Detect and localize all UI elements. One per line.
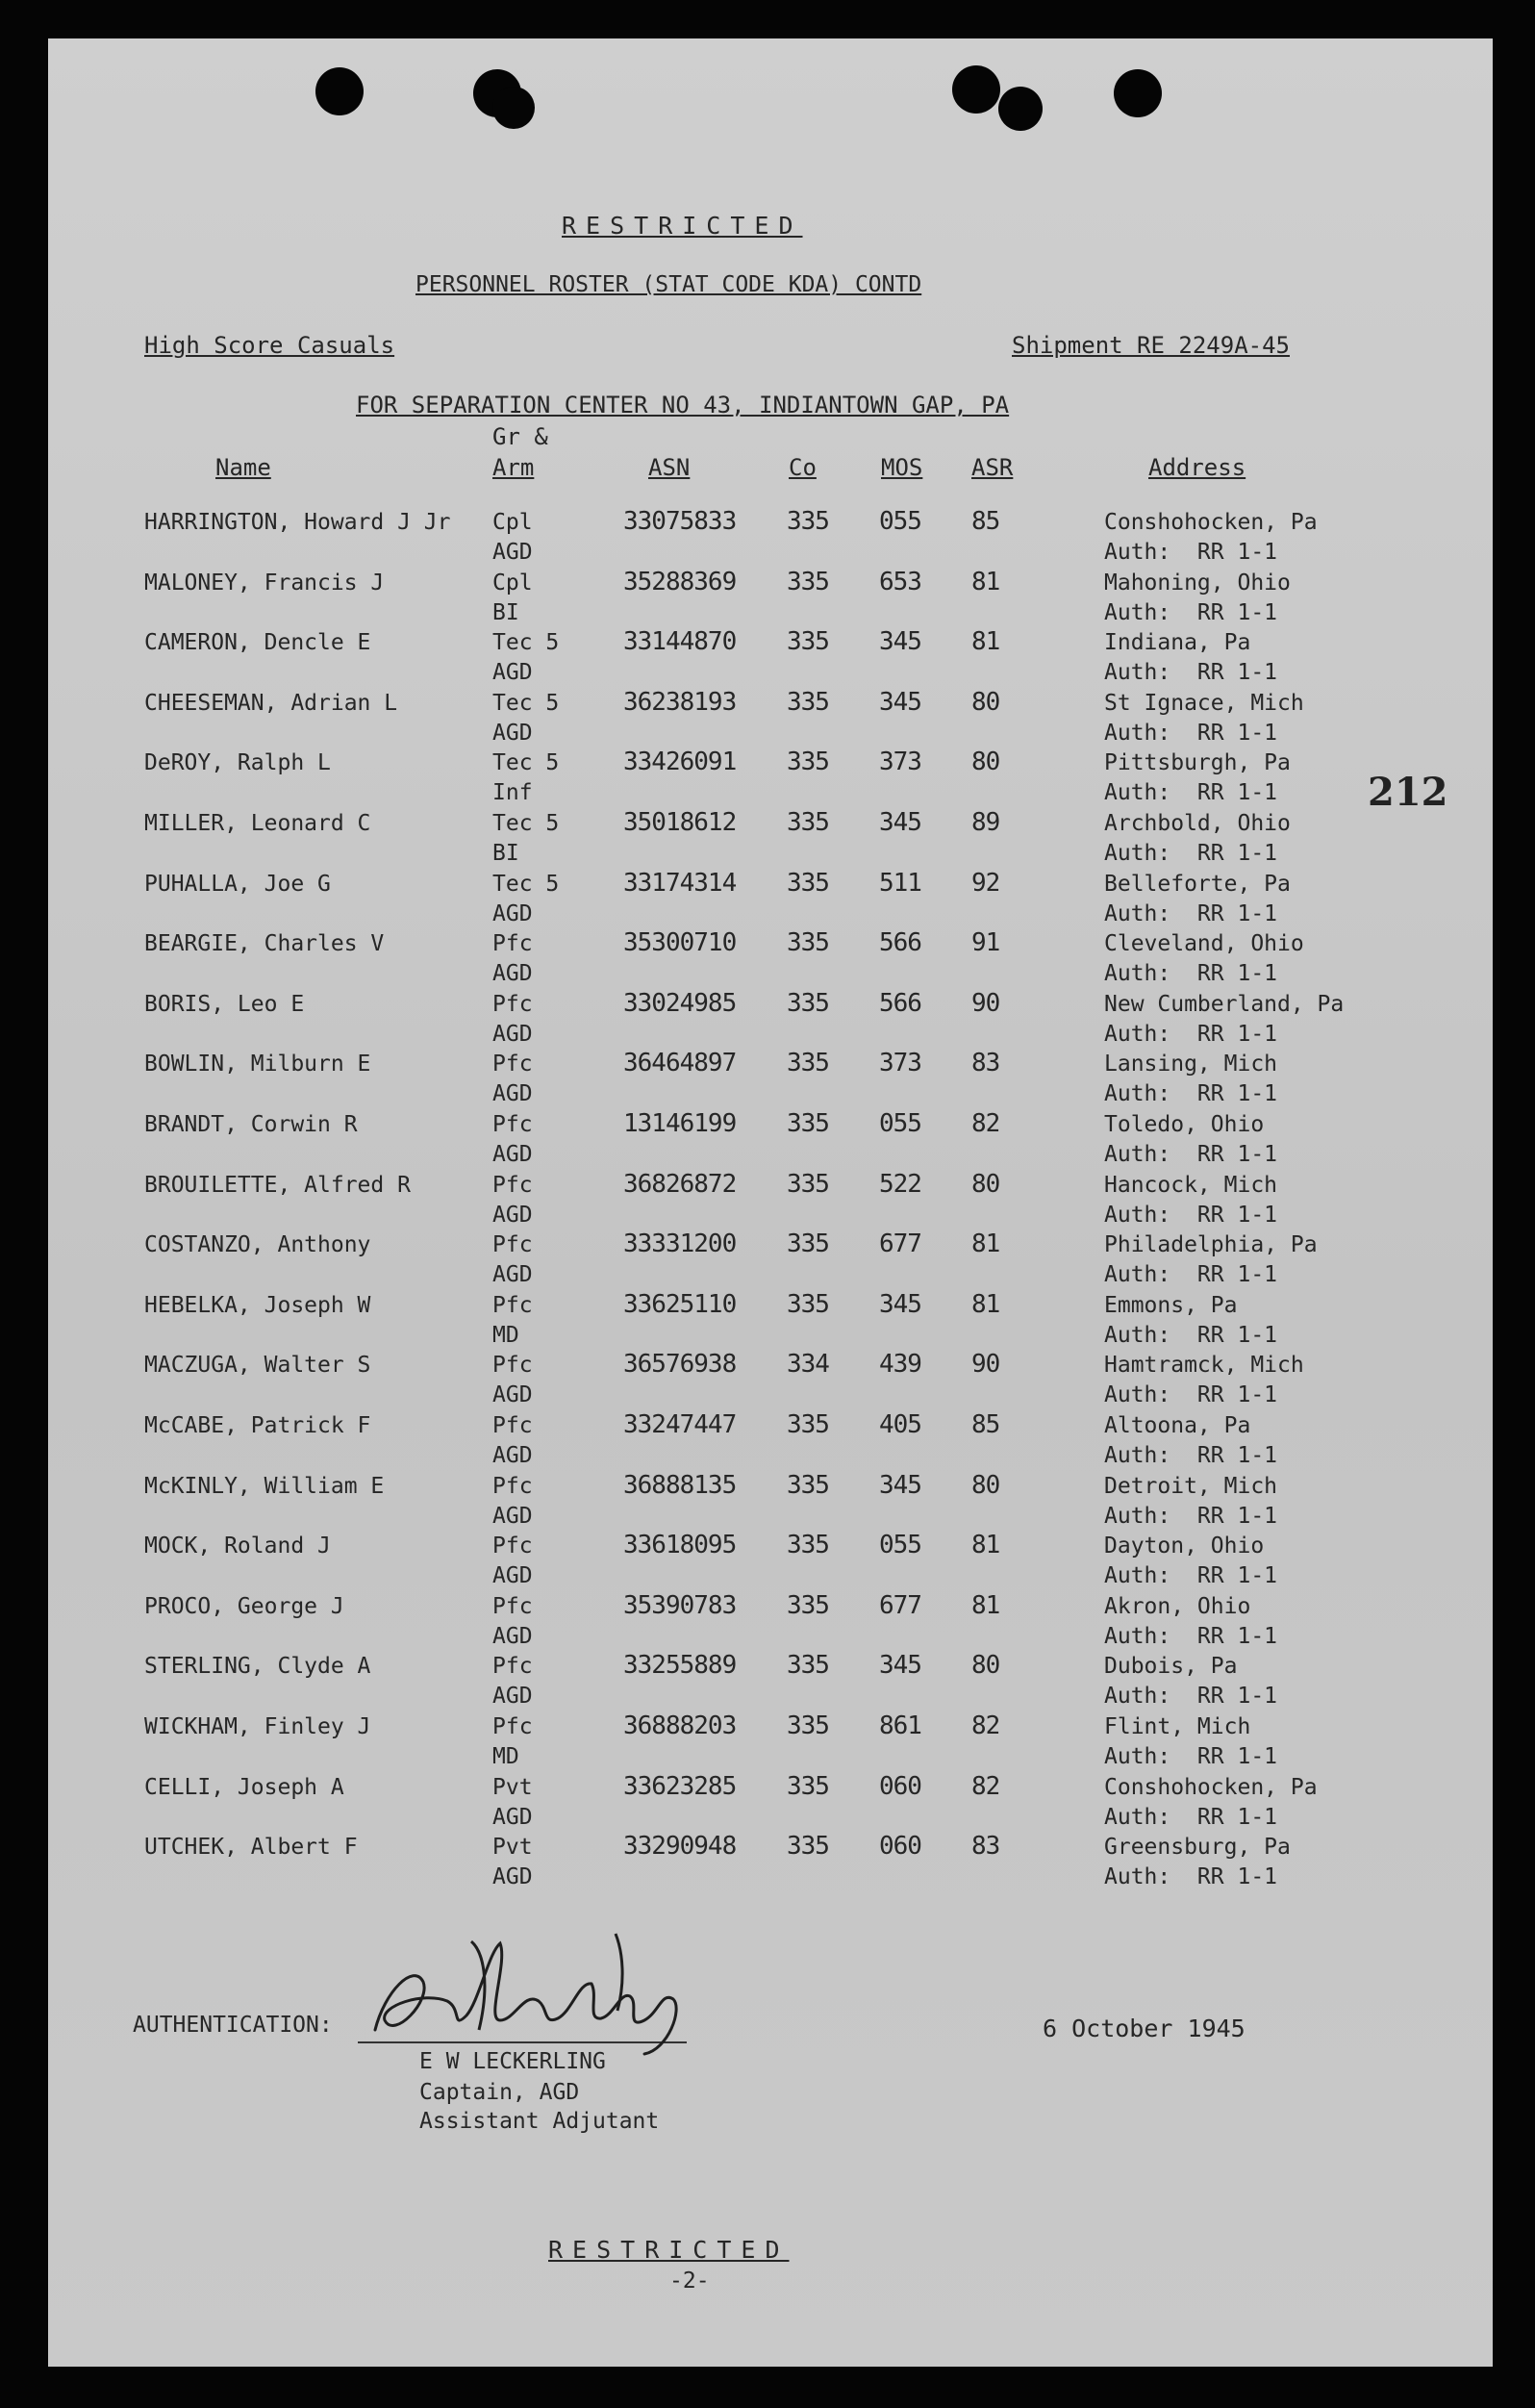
row-name: STERLING, Clyde A <box>144 1654 371 1680</box>
row-co: 335 <box>787 507 829 536</box>
row-name: BEARGIE, Charles V <box>144 931 385 957</box>
row-arm: AGD <box>492 1503 533 1529</box>
row-auth: Auth: RR 1-1 <box>1104 1503 1278 1529</box>
table-row <box>48 1470 1493 1534</box>
table-row <box>48 1531 1493 1593</box>
row-co: 335 <box>787 1410 829 1439</box>
authentication-label: AUTHENTICATION: <box>133 2013 333 2038</box>
row-address: Conshohocken, Pa <box>1104 1774 1318 1800</box>
row-asr: 81 <box>971 1590 1000 1620</box>
row-mos: 522 <box>879 1169 921 1199</box>
row-name: UTCHEK, Albert F <box>144 1835 358 1861</box>
row-mos: 439 <box>879 1350 921 1380</box>
row-co: 335 <box>787 1289 829 1319</box>
row-asn: 36576938 <box>623 1350 737 1380</box>
row-arm: AGD <box>492 1262 533 1288</box>
table-row <box>48 808 1493 871</box>
row-mos: 373 <box>879 1049 921 1078</box>
document-date: 6 October 1945 <box>1043 2015 1246 2042</box>
row-arm: AGD <box>492 1804 533 1830</box>
table-row <box>48 687 1493 750</box>
row-asr: 80 <box>971 1651 1000 1681</box>
row-name: CELLI, Joseph A <box>144 1774 344 1800</box>
row-auth: Auth: RR 1-1 <box>1104 1443 1278 1468</box>
row-co: 335 <box>787 988 829 1018</box>
table-row <box>48 1109 1493 1172</box>
row-address: Toledo, Ohio <box>1104 1112 1265 1137</box>
row-address: Belleforte, Pa <box>1104 871 1291 897</box>
col-header-arm: Arm <box>492 454 535 481</box>
row-mos: 345 <box>879 1651 921 1681</box>
row-asn: 33144870 <box>623 627 737 657</box>
row-grade: Pfc <box>492 1593 533 1619</box>
row-mos: 345 <box>879 1289 921 1319</box>
row-address: Dubois, Pa <box>1104 1654 1238 1680</box>
row-auth: Auth: RR 1-1 <box>1104 900 1278 926</box>
row-grade: Tec 5 <box>492 871 560 897</box>
row-asn: 36464897 <box>623 1049 737 1078</box>
row-asn: 35288369 <box>623 567 737 596</box>
row-co: 335 <box>787 1711 829 1740</box>
row-arm: AGD <box>492 961 533 987</box>
row-name: McKINLY, William E <box>144 1473 385 1499</box>
table-row <box>48 1289 1493 1353</box>
row-co: 335 <box>787 687 829 717</box>
row-asn: 33331200 <box>623 1229 737 1259</box>
row-auth: Auth: RR 1-1 <box>1104 1142 1278 1167</box>
row-auth: Auth: RR 1-1 <box>1104 1202 1278 1228</box>
signer-rank: Captain, AGD <box>419 2080 580 2105</box>
row-name: BRANDT, Corwin R <box>144 1112 358 1137</box>
row-arm: BI <box>492 599 519 625</box>
row-co: 335 <box>787 1771 829 1801</box>
row-co: 335 <box>787 1109 829 1138</box>
row-co: 335 <box>787 1229 829 1259</box>
row-auth: Auth: RR 1-1 <box>1104 1563 1278 1589</box>
row-arm: AGD <box>492 1623 533 1649</box>
row-co: 335 <box>787 567 829 596</box>
table-row <box>48 627 1493 690</box>
row-auth: Auth: RR 1-1 <box>1104 1382 1278 1408</box>
classification-header: RESTRICTED <box>562 212 803 240</box>
row-asr: 80 <box>971 1169 1000 1199</box>
row-name: CAMERON, Dencle E <box>144 630 371 656</box>
row-address: Conshohocken, Pa <box>1104 510 1318 535</box>
row-mos: 405 <box>879 1410 921 1439</box>
row-name: PUHALLA, Joe G <box>144 871 331 897</box>
row-mos: 566 <box>879 928 921 958</box>
punch-hole <box>1114 69 1162 117</box>
row-address: Archbold, Ohio <box>1104 811 1291 836</box>
row-name: BROUILETTE, Alfred R <box>144 1172 411 1198</box>
row-asn: 36826872 <box>623 1169 737 1199</box>
row-asr: 82 <box>971 1109 1000 1138</box>
row-asr: 89 <box>971 808 1000 837</box>
row-auth: Auth: RR 1-1 <box>1104 1262 1278 1288</box>
row-grade: Pfc <box>492 931 533 957</box>
row-co: 334 <box>787 1350 829 1380</box>
row-asn: 36888135 <box>623 1470 737 1500</box>
row-address: Mahoning, Ohio <box>1104 570 1291 596</box>
row-co: 335 <box>787 1470 829 1500</box>
row-asr: 80 <box>971 1470 1000 1500</box>
row-arm: AGD <box>492 1684 533 1710</box>
row-grade: Tec 5 <box>492 811 560 836</box>
row-mos: 345 <box>879 687 921 717</box>
table-row <box>48 750 1493 810</box>
row-asn: 33623285 <box>623 1771 737 1801</box>
row-grade: Pfc <box>492 1353 533 1379</box>
row-co: 335 <box>787 868 829 898</box>
table-row <box>48 1590 1493 1654</box>
table-row <box>48 1771 1493 1835</box>
row-co: 335 <box>787 928 829 958</box>
row-grade: Pfc <box>492 1292 533 1318</box>
row-mos: 345 <box>879 808 921 837</box>
page-number: -2- <box>669 2269 710 2294</box>
row-auth: Auth: RR 1-1 <box>1104 1804 1278 1830</box>
row-arm: AGD <box>492 1202 533 1228</box>
row-co: 335 <box>787 808 829 837</box>
row-mos: 055 <box>879 1531 921 1560</box>
row-grade: Cpl <box>492 510 533 535</box>
row-name: McCABE, Patrick F <box>144 1413 371 1438</box>
row-asr: 81 <box>971 1229 1000 1259</box>
row-address: Lansing, Mich <box>1104 1052 1278 1077</box>
row-mos: 677 <box>879 1590 921 1620</box>
row-mos: 060 <box>879 1771 921 1801</box>
row-asn: 36238193 <box>623 687 737 717</box>
row-auth: Auth: RR 1-1 <box>1104 720 1278 746</box>
col-header-grade: Gr & <box>492 423 548 450</box>
row-co: 335 <box>787 1651 829 1681</box>
row-asn: 33247447 <box>623 1410 737 1439</box>
row-asr: 81 <box>971 1289 1000 1319</box>
row-address: Flint, Mich <box>1104 1714 1251 1739</box>
row-name: COSTANZO, Anthony <box>144 1232 371 1258</box>
row-asn: 35018612 <box>623 808 737 837</box>
classification-footer: RESTRICTED <box>548 2236 790 2264</box>
row-name: BOWLIN, Milburn E <box>144 1052 371 1077</box>
row-address: Indiana, Pa <box>1104 630 1251 656</box>
row-name: CHEESEMAN, Adrian L <box>144 690 398 716</box>
row-address: Akron, Ohio <box>1104 1593 1251 1619</box>
table-row <box>48 507 1493 570</box>
row-mos: 373 <box>879 748 921 777</box>
row-asr: 81 <box>971 627 1000 657</box>
row-mos: 060 <box>879 1832 921 1862</box>
row-co: 335 <box>787 1169 829 1199</box>
row-grade: Pfc <box>492 1232 533 1258</box>
row-address: Hamtramck, Mich <box>1104 1353 1304 1379</box>
row-asn: 33075833 <box>623 507 737 536</box>
row-asn: 35300710 <box>623 928 737 958</box>
row-grade: Pfc <box>492 1473 533 1499</box>
row-name: BORIS, Leo E <box>144 991 305 1017</box>
row-mos: 566 <box>879 988 921 1018</box>
row-name: HARRINGTON, Howard J Jr <box>144 510 451 535</box>
row-co: 335 <box>787 1590 829 1620</box>
row-auth: Auth: RR 1-1 <box>1104 780 1278 806</box>
row-address: Cleveland, Ohio <box>1104 931 1304 957</box>
row-auth: Auth: RR 1-1 <box>1104 1623 1278 1649</box>
row-asr: 90 <box>971 988 1000 1018</box>
row-address: New Cumberland, Pa <box>1104 991 1345 1017</box>
row-address: Hancock, Mich <box>1104 1172 1278 1198</box>
table-row <box>48 1049 1493 1111</box>
row-arm: AGD <box>492 720 533 746</box>
row-arm: AGD <box>492 900 533 926</box>
row-grade: Pfc <box>492 1052 533 1077</box>
marginal-page-number: 212 <box>1368 770 1448 815</box>
table-row <box>48 1711 1493 1774</box>
row-asr: 81 <box>971 1531 1000 1560</box>
row-auth: Auth: RR 1-1 <box>1104 1322 1278 1348</box>
row-name: MALONEY, Francis J <box>144 570 385 596</box>
row-asn: 33174314 <box>623 868 737 898</box>
document-page <box>48 38 1493 2367</box>
punch-hole <box>998 87 1043 131</box>
row-asn: 33290948 <box>623 1832 737 1862</box>
table-row <box>48 928 1493 991</box>
row-mos: 345 <box>879 627 921 657</box>
row-arm: AGD <box>492 1382 533 1408</box>
col-header-asr: ASR <box>971 454 1014 481</box>
row-name: MILLER, Leonard C <box>144 811 371 836</box>
row-asr: 83 <box>971 1049 1000 1078</box>
row-auth: Auth: RR 1-1 <box>1104 841 1278 866</box>
row-auth: Auth: RR 1-1 <box>1104 1864 1278 1890</box>
table-row <box>48 1169 1493 1232</box>
row-address: Greensburg, Pa <box>1104 1835 1291 1861</box>
row-asn: 13146199 <box>623 1109 737 1138</box>
row-address: Dayton, Ohio <box>1104 1534 1265 1559</box>
table-row <box>48 1651 1493 1713</box>
row-auth: Auth: RR 1-1 <box>1104 1021 1278 1047</box>
row-mos: 861 <box>879 1711 921 1740</box>
row-asr: 80 <box>971 687 1000 717</box>
table-row <box>48 1410 1493 1473</box>
col-header-mos: MOS <box>881 454 923 481</box>
row-mos: 055 <box>879 1109 921 1138</box>
table-row <box>48 988 1493 1052</box>
row-asr: 82 <box>971 1711 1000 1740</box>
punch-hole <box>492 87 535 129</box>
destination: FOR SEPARATION CENTER NO 43, INDIANTOWN GAP, PA <box>356 392 1010 418</box>
row-arm: AGD <box>492 660 533 686</box>
row-asr: 91 <box>971 928 1000 958</box>
row-arm: MD <box>492 1322 519 1348</box>
table-row <box>48 1832 1493 1894</box>
row-grade: Pfc <box>492 1172 533 1198</box>
row-mos: 653 <box>879 567 921 596</box>
row-grade: Pfc <box>492 1654 533 1680</box>
col-header-asn: ASN <box>648 454 691 481</box>
row-grade: Cpl <box>492 570 533 596</box>
signer-name: E W LECKERLING <box>419 2049 606 2074</box>
row-asr: 90 <box>971 1350 1000 1380</box>
row-auth: Auth: RR 1-1 <box>1104 1744 1278 1769</box>
row-arm: AGD <box>492 1563 533 1589</box>
row-name: PROCO, George J <box>144 1593 344 1619</box>
row-mos: 677 <box>879 1229 921 1259</box>
table-row <box>48 567 1493 630</box>
row-asn: 33625110 <box>623 1289 737 1319</box>
row-address: Pittsburgh, Pa <box>1104 750 1291 776</box>
row-asn: 33024985 <box>623 988 737 1018</box>
row-asr: 83 <box>971 1832 1000 1862</box>
row-name: WICKHAM, Finley J <box>144 1714 371 1739</box>
row-mos: 055 <box>879 507 921 536</box>
roster-title: PERSONNEL ROSTER (STAT CODE KDA) CONTD <box>415 272 922 297</box>
row-arm: AGD <box>492 1081 533 1107</box>
row-arm: BI <box>492 841 519 866</box>
row-asr: 82 <box>971 1771 1000 1801</box>
row-grade: Pfc <box>492 1534 533 1559</box>
row-asn: 33618095 <box>623 1531 737 1560</box>
row-auth: Auth: RR 1-1 <box>1104 599 1278 625</box>
row-arm: AGD <box>492 1021 533 1047</box>
row-auth: Auth: RR 1-1 <box>1104 1081 1278 1107</box>
row-asn: 35390783 <box>623 1590 737 1620</box>
row-arm: MD <box>492 1744 519 1769</box>
row-co: 335 <box>787 748 829 777</box>
table-row <box>48 1229 1493 1292</box>
col-header-co: Co <box>789 454 817 481</box>
row-address: Philadelphia, Pa <box>1104 1232 1318 1258</box>
row-arm: Inf <box>492 780 533 806</box>
table-row <box>48 868 1493 931</box>
punch-hole <box>952 65 1000 114</box>
row-arm: AGD <box>492 1142 533 1167</box>
row-auth: Auth: RR 1-1 <box>1104 961 1278 987</box>
row-name: HEBELKA, Joseph W <box>144 1292 371 1318</box>
col-header-address: Address <box>1148 454 1246 481</box>
row-grade: Pfc <box>492 1714 533 1739</box>
row-address: Altoona, Pa <box>1104 1413 1251 1438</box>
row-auth: Auth: RR 1-1 <box>1104 1684 1278 1710</box>
row-arm: AGD <box>492 540 533 565</box>
table-row <box>48 1350 1493 1412</box>
punch-hole <box>315 67 364 115</box>
row-asn: 33426091 <box>623 748 737 777</box>
row-grade: Pfc <box>492 1413 533 1438</box>
row-co: 335 <box>787 1531 829 1560</box>
row-grade: Pvt <box>492 1774 533 1800</box>
row-co: 335 <box>787 1049 829 1078</box>
row-arm: AGD <box>492 1443 533 1468</box>
row-co: 335 <box>787 1832 829 1862</box>
row-name: DeROY, Ralph L <box>144 750 331 776</box>
row-grade: Tec 5 <box>492 750 560 776</box>
row-asr: 85 <box>971 507 1000 536</box>
row-arm: AGD <box>492 1864 533 1890</box>
handwritten-signature <box>356 1924 702 2068</box>
group-title: High Score Casuals <box>144 332 395 359</box>
row-address: Detroit, Mich <box>1104 1473 1278 1499</box>
row-asn: 33255889 <box>623 1651 737 1681</box>
row-asr: 92 <box>971 868 1000 898</box>
row-asn: 36888203 <box>623 1711 737 1740</box>
row-asr: 80 <box>971 748 1000 777</box>
row-grade: Tec 5 <box>492 630 560 656</box>
row-grade: Pvt <box>492 1835 533 1861</box>
row-address: Emmons, Pa <box>1104 1292 1238 1318</box>
row-asr: 81 <box>971 567 1000 596</box>
row-auth: Auth: RR 1-1 <box>1104 540 1278 565</box>
row-name: MOCK, Roland J <box>144 1534 331 1559</box>
row-address: St Ignace, Mich <box>1104 690 1304 716</box>
row-co: 335 <box>787 627 829 657</box>
row-grade: Pfc <box>492 1112 533 1137</box>
row-grade: Pfc <box>492 991 533 1017</box>
row-grade: Tec 5 <box>492 690 560 716</box>
row-asr: 85 <box>971 1410 1000 1439</box>
col-header-name: Name <box>215 454 271 481</box>
shipment-number: Shipment RE 2249A-45 <box>1012 332 1290 359</box>
row-name: MACZUGA, Walter S <box>144 1353 371 1379</box>
row-auth: Auth: RR 1-1 <box>1104 660 1278 686</box>
row-mos: 511 <box>879 868 921 898</box>
signer-title: Assistant Adjutant <box>419 2109 660 2134</box>
row-mos: 345 <box>879 1470 921 1500</box>
